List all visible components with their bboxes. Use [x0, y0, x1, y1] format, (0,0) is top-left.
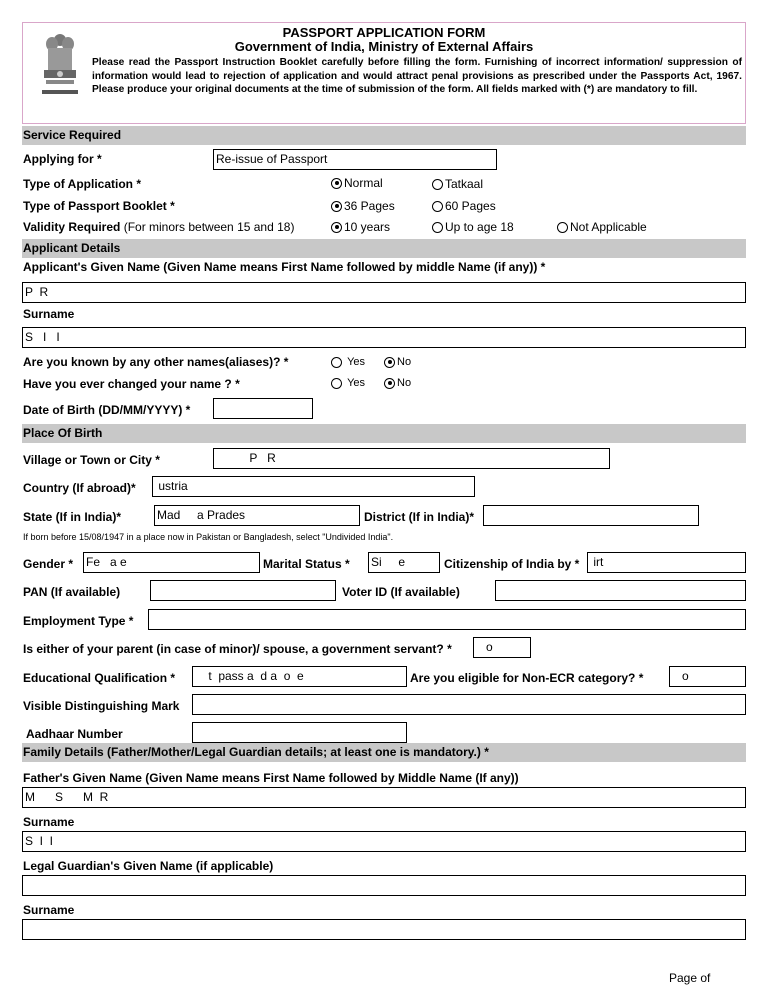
radio-label: Up to age 18 — [445, 220, 514, 234]
marital-status-label: Marital Status * — [263, 557, 350, 571]
country-field[interactable]: ustria — [152, 476, 475, 497]
radio-unselected-icon — [331, 378, 342, 389]
radio-label: Yes — [347, 356, 366, 368]
radio-selected-icon — [331, 178, 342, 189]
validity-label-text: Validity Required — [23, 220, 121, 234]
page-number: Page of — [669, 971, 711, 985]
radio-unselected-icon — [432, 222, 443, 233]
radio-selected-icon — [331, 201, 342, 212]
instructions-text: Please read the Passport Instruction Booklet carefully before filling the form. Furnishing of incorrect information/ suppression of information would lead to rejection of application and would attract penal provisions as prescribed under the Passports Act, 1967. Please produce your original documents at the time of submission of the form. All fields marked with (*) are mandatory to fill. — [92, 57, 742, 95]
changed-radio-yes[interactable] — [331, 377, 365, 389]
gender-label: Gender * — [23, 557, 74, 571]
aadhaar-field[interactable] — [192, 722, 407, 743]
radio-10-years[interactable] — [331, 220, 390, 234]
validity-label — [23, 220, 294, 234]
state-label: State (If in India)* — [23, 510, 122, 524]
radio-normal[interactable] — [331, 176, 383, 190]
education-field[interactable]: t pass a d a o e — [192, 666, 407, 687]
radio-label: 60 Pages — [445, 199, 496, 213]
surname-label: Surname — [23, 307, 75, 321]
education-label: Educational Qualification * — [23, 671, 176, 685]
radio-unselected-icon — [557, 222, 568, 233]
aliases-label: Are you known by any other names(aliases)? * — [23, 355, 289, 369]
district-field[interactable] — [483, 505, 699, 526]
radio-label: 36 Pages — [344, 199, 395, 213]
radio-label: 10 years — [344, 220, 391, 234]
distinguishing-mark-field[interactable] — [192, 694, 746, 715]
village-field[interactable]: P R — [213, 448, 610, 469]
changed-radio-no[interactable] — [384, 377, 411, 389]
surname-field[interactable]: S I I — [22, 327, 746, 348]
section-service-required: Service Required — [22, 126, 746, 145]
citizenship-field[interactable]: irt — [587, 552, 746, 573]
country-label: Country (If abroad)* — [23, 481, 136, 495]
section-family-details: Family Details (Father/Mother/Legal Guardian details; at least one is mandatory.) * — [22, 743, 746, 762]
father-name-label: Father's Given Name (Given Name means First Name followed by Middle Name (If any)) — [23, 771, 519, 785]
radio-label: Not Applicable — [570, 220, 647, 234]
validity-note: (For minors between 15 and 18) — [120, 220, 295, 234]
radio-label: Yes — [347, 377, 366, 389]
radio-unselected-icon — [432, 201, 443, 212]
aliases-radio-yes[interactable] — [331, 356, 365, 368]
dob-label: Date of Birth (DD/MM/YYYY) * — [23, 403, 191, 417]
govt-servant-field[interactable]: o — [473, 637, 531, 658]
radio-tatkaal[interactable] — [432, 177, 483, 191]
undivided-india-note: If born before 15/08/1947 in a place now in Pakistan or Bangladesh, select "Undivided India". — [23, 532, 394, 542]
radio-selected-icon — [331, 222, 342, 233]
voter-id-field[interactable] — [495, 580, 746, 601]
guardian-name-field[interactable] — [22, 875, 746, 896]
radio-label: Normal — [344, 176, 383, 190]
radio-selected-icon — [384, 357, 395, 368]
radio-not-applicable[interactable] — [557, 220, 647, 234]
radio-unselected-icon — [432, 179, 443, 190]
radio-label: No — [397, 356, 412, 368]
radio-60-pages[interactable] — [432, 199, 496, 213]
aadhaar-label: Aadhaar Number — [26, 727, 123, 741]
radio-label: Tatkaal — [445, 177, 484, 191]
radio-label: No — [397, 377, 412, 389]
radio-unselected-icon — [331, 357, 342, 368]
state-field[interactable]: Mad a Prades — [154, 505, 360, 526]
non-ecr-label: Are you eligible for Non-ECR category? * — [410, 671, 644, 685]
applying-for-field[interactable]: Re-issue of Passport — [213, 149, 497, 170]
radio-selected-icon — [384, 378, 395, 389]
radio-up-to-age-18[interactable] — [432, 220, 514, 234]
father-surname-field[interactable]: S I I — [22, 831, 746, 852]
guardian-name-label: Legal Guardian's Given Name (if applicable) — [23, 859, 274, 873]
gender-field[interactable]: Fe a e — [83, 552, 260, 573]
aliases-radio-no[interactable] — [384, 356, 411, 368]
applying-for-label: Applying for * — [23, 152, 102, 166]
given-name-field[interactable]: P R — [22, 282, 746, 303]
dob-field[interactable] — [213, 398, 313, 419]
employment-type-label: Employment Type * — [23, 614, 134, 628]
employment-type-field[interactable] — [148, 609, 746, 630]
section-applicant-details: Applicant Details — [22, 239, 746, 258]
marital-status-field[interactable]: Si e — [368, 552, 440, 573]
name-changed-label: Have you ever changed your name ? * — [23, 377, 240, 391]
distinguishing-mark-label: Visible Distinguishing Mark — [23, 699, 180, 713]
voter-id-label: Voter ID (If available) — [342, 585, 460, 599]
form-subtitle: Government of India, Ministry of External Affairs — [234, 39, 534, 54]
non-ecr-field[interactable]: o — [669, 666, 746, 687]
radio-36-pages[interactable] — [331, 199, 395, 213]
booklet-type-label: Type of Passport Booklet * — [23, 199, 175, 213]
type-of-application-label: Type of Application * — [23, 177, 142, 191]
pan-field[interactable] — [150, 580, 336, 601]
father-surname-label: Surname — [23, 815, 75, 829]
village-label: Village or Town or City * — [23, 453, 160, 467]
govt-servant-label: Is either of your parent (in case of minor)/ spouse, a government servant? * — [23, 642, 452, 656]
pan-label: PAN (If available) — [23, 585, 121, 599]
section-place-of-birth: Place Of Birth — [22, 424, 746, 443]
form-title: PASSPORT APPLICATION FORM — [282, 25, 486, 40]
district-label: District (If in India)* — [364, 510, 475, 524]
father-name-field[interactable]: M S M R — [22, 787, 746, 808]
citizenship-label: Citizenship of India by * — [444, 557, 580, 571]
given-name-label: Applicant's Given Name (Given Name means First Name followed by middle Name (if any)) * — [23, 260, 546, 274]
guardian-surname-label: Surname — [23, 903, 75, 917]
guardian-surname-field[interactable] — [22, 919, 746, 940]
